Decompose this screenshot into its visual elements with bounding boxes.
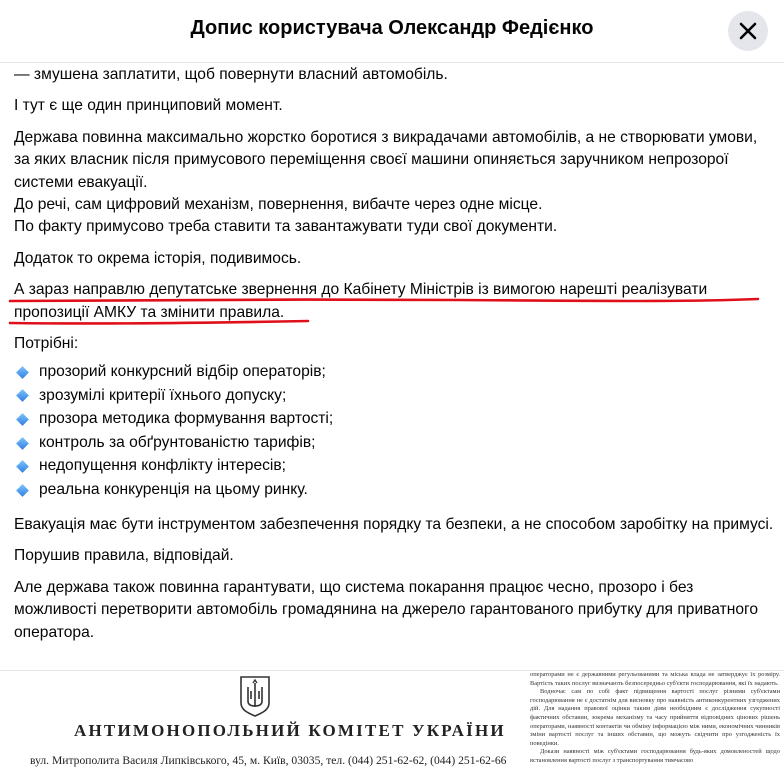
post-paragraph: По факту примусово треба ставити та завантажувати туди свої документи.: [14, 218, 558, 236]
post-paragraph: Евакуація має бути інструментом забезпечення порядку та безпеки, а не способом заробітку на примусі.: [14, 516, 774, 534]
requirements-list: [14, 360, 774, 502]
blue-diamond-icon: [14, 391, 33, 400]
attached-document-image[interactable]: [0, 670, 784, 769]
post-paragraph: Порушив правила, відповідай.: [14, 547, 234, 565]
blue-diamond-icon: [14, 486, 33, 495]
post-paragraph: Але держава також повинна гарантувати, що система покарання працює чесно, прозоро і без можливості перетворити автомобіль громадянина на джерело гарантованого прибутку для приватного оператора.: [14, 578, 759, 641]
close-icon: [738, 21, 758, 41]
post-body: [14, 62, 774, 644]
committee-address: вул. Митрополита Василя Липківського, 45, м. Київ, 03035, тел. (044) 251-62-62, (044) 251-62-66: [30, 754, 507, 767]
committee-name: АНТИМОНОПОЛЬНИЙ КОМІТЕТ УКРАЇНИ: [74, 721, 506, 740]
post-header: [0, 0, 784, 63]
blue-diamond-icon: [14, 368, 33, 377]
list-item: прозора методика формування вартості;: [14, 408, 774, 432]
close-button[interactable]: [728, 11, 768, 51]
list-item: прозорий конкурсний відбір операторів;: [14, 360, 774, 384]
highlighted-paragraph: [14, 279, 774, 324]
post-paragraph: І тут є ще один принциповий момент.: [14, 97, 283, 115]
document-paragraph: Водночас сам по собі факт підвищення вартості послуг різними суб'єктами господарювання не є достатнім для висновку про наявність антиконкурентних узгоджених дій. Для надання правової оцінки таким діям необхідним є дослідження сукупності фактичних обставин, зокрема механізму та часу прийняття відповідних цінових рішень операторами, наявності контактів чи обміну інформацією між ними, економічних чинників зміни вартості послуг та інших обставин, що можуть свідчити про узгодженість їх поведінки.: [530, 688, 780, 747]
list-item: зрозумілі критерії їхнього допуску;: [14, 384, 774, 408]
list-item: контроль за обґрунтованістю тарифів;: [14, 431, 774, 455]
post-paragraph: — змушена заплатити, щоб повернути власний автомобіль.: [14, 66, 448, 83]
blue-diamond-icon: [14, 462, 33, 471]
highlighted-text: А зараз направлю депутатське звернення до Кабінету Міністрів із вимогою нарешті реалізувати пропозиції АМКУ та змінити правила.: [14, 281, 708, 321]
document-paragraph: операторами не є державними регульованими та міська влада не затверджує їх розміру. Вартість таких послуг визначають безпосередньо суб'єкти господарювання, які їх надають.: [530, 671, 780, 687]
document-letterhead: [0, 671, 520, 769]
post-title: Допис користувача Олександр Федієнко: [190, 17, 594, 39]
post-paragraph: Потрібні:: [14, 335, 79, 353]
list-item: недопущення конфлікту інтересів;: [14, 455, 774, 479]
list-item: реальна конкуренція на цьому ринку.: [14, 478, 774, 502]
trident-emblem-icon: [238, 675, 272, 717]
post-paragraph: До речі, сам цифровий механізм, повернення, вибачте через одне місце.: [14, 196, 543, 214]
post-paragraph: Додаток то окрема історія, подивимось.: [14, 249, 302, 267]
blue-diamond-icon: [14, 415, 33, 424]
blue-diamond-icon: [14, 439, 33, 448]
post-paragraph: Держава повинна максимально жорстко боротися з викрадачами автомобілів, а не створювати умови, за яких власник після примусового переміщення своєї машини опиняється заручником непрозорої системи евакуації.: [14, 128, 758, 191]
document-paragraph: Докази наявності між суб'єктами господарювання будь-яких домовленостей щодо встановлення вартості послуг з транспортування тимчасово: [530, 748, 780, 764]
red-underline-mark: [8, 279, 778, 331]
document-body-text: [530, 671, 780, 769]
